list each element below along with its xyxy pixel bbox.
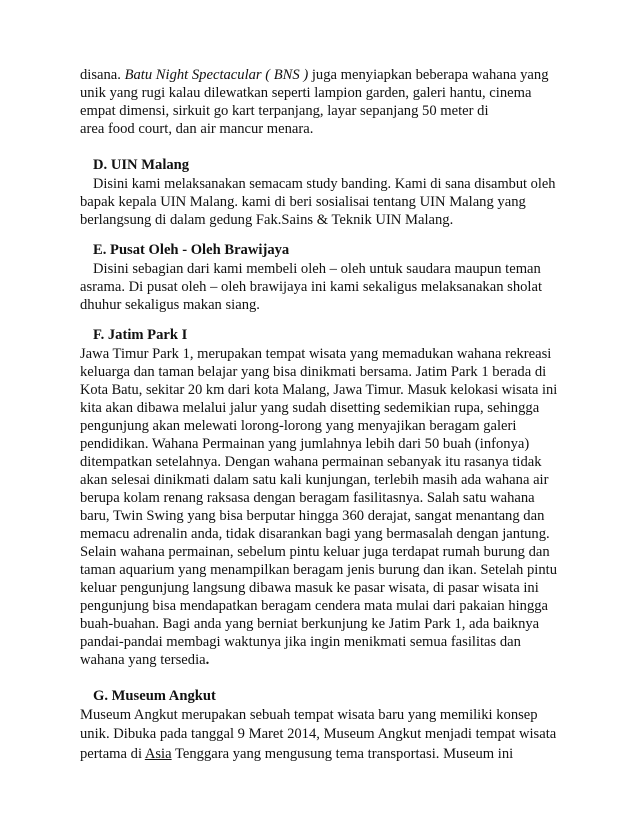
section-f-line: pendidikan. Wahana Permainan yang jumlahnya lebih dari 50 buah (infonya): [80, 436, 530, 452]
intro-text: disana.: [80, 67, 125, 83]
section-e-line-2: asrama. Di pusat oleh – oleh brawijaya ini kami sekaligus melaksanakan sholat: [80, 279, 543, 295]
section-d-line-2: bapak kepala UIN Malang. kami di beri sosialisai tentang UIN Malang yang: [80, 194, 526, 210]
section-g-line-1: Museum Angkut merupakan sebuah tempat wisata baru yang memiliki konsep: [80, 707, 538, 723]
section-f-heading: F. Jatim Park I: [93, 327, 188, 343]
section-f-line: Selain wahana permainan, sebelum pintu keluar juga terdapat rumah burung dan: [80, 544, 550, 560]
section-f-line: keluarga dan taman belajar yang bisa dinikmati bersama. Jatim Park 1 berada di: [80, 364, 547, 380]
section-f-line: taman aquarium yang menampilkan beragam jenis burung dan ikan. Setelah pintu: [80, 562, 557, 578]
intro-line-1: [80, 66, 549, 84]
intro-text: juga menyiapkan beberapa wahana yang: [308, 67, 549, 83]
section-e-line-1: Disini sebagian dari kami membeli oleh – oleh untuk saudara maupun teman: [93, 261, 541, 277]
section-g-text: Tenggara yang mengusung tema transportasi. Museum ini: [171, 746, 514, 762]
section-d-line-3: berlangsung di dalam gedung Fak.Sains & Teknik UIN Malang.: [80, 212, 454, 228]
section-f-line: baru, Twin Swing yang bisa berputar hingga 360 derajat, sangat menantang dan: [80, 508, 545, 524]
section-f-line: berupa kolam renang raksasa dengan beragam fasilitasnya. Salah satu wahana: [80, 490, 535, 506]
section-e-heading: E. Pusat Oleh - Oleh Brawijaya: [93, 242, 290, 258]
section-f-line: ditempatkan setelahnya. Dengan wahana permainan sebanyak itu rasanya tidak: [80, 454, 542, 470]
intro-line-3: empat dimensi, sirkuit go kart terpanjang, layar sepanjang 50 meter di: [80, 103, 489, 119]
section-f-line: kita akan dibawa melalui jalur yang sudah disetting sedemikian rupa, sehingga: [80, 400, 540, 416]
section-f-line: buah-buahan. Bagi anda yang berniat berkunjung ke Jatim Park 1, ada baiknya: [80, 616, 540, 632]
section-f-line: pengunjung akan melewati lorong-lorong yang menyajikan beragam galeri: [80, 418, 517, 434]
bold-period: .: [205, 652, 210, 668]
section-f-line: akan selesai dinikmati dalam satu kali kunjungan, terlebih masih ada wahana air: [80, 472, 549, 488]
section-f-line: Jawa Timur Park 1, merupakan tempat wisata yang memadukan wahana rekreasi: [80, 346, 552, 362]
asia-link[interactable]: Asia: [144, 746, 172, 762]
section-f-line: pengunjung bisa mendapatkan beragam cendera mata mulai dari pakaian hingga: [80, 598, 549, 614]
section-d-heading: D. UIN Malang: [93, 157, 190, 173]
section-g-heading: G. Museum Angkut: [93, 688, 216, 704]
section-f-last-line: [80, 651, 209, 669]
section-d-line-1: Disini kami melaksanakan semacam study banding. Kami di sana disambut oleh: [93, 176, 556, 192]
section-g-line-3: [80, 745, 513, 763]
section-f-last-text: wahana yang tersedia: [80, 652, 206, 668]
section-f-line: memacu adrenalin anda, tidak disarankan bagi yang bermasalah dengan jantung.: [80, 526, 550, 542]
section-f-line: Kota Batu, sekitar 20 km dari kota Malang, Jawa Timur. Masuk kelokasi wisata ini: [80, 382, 558, 398]
section-e-line-3: dhuhur sekaligus makan siang.: [80, 297, 260, 313]
bns-italic-text: Batu Night Spectacular ( BNS ): [124, 67, 309, 83]
section-g-text: pertama di: [80, 746, 145, 762]
section-g-line-2: unik. Dibuka pada tanggal 9 Maret 2014, Museum Angkut menjadi tempat wisata: [80, 726, 557, 742]
section-f-line: keluar pengunjung langsung dibawa masuk ke pasar wisata, di pasar wisata ini: [80, 580, 539, 596]
intro-line-4: area food court, dan air mancur menara.: [80, 121, 314, 137]
intro-line-2: unik yang rugi kalau dilewatkan seperti lampion garden, galeri hantu, cinema: [80, 85, 532, 101]
section-f-line: pandai-pandai membagi waktunya jika ingin menikmati semua fasilitas dan: [80, 634, 521, 650]
